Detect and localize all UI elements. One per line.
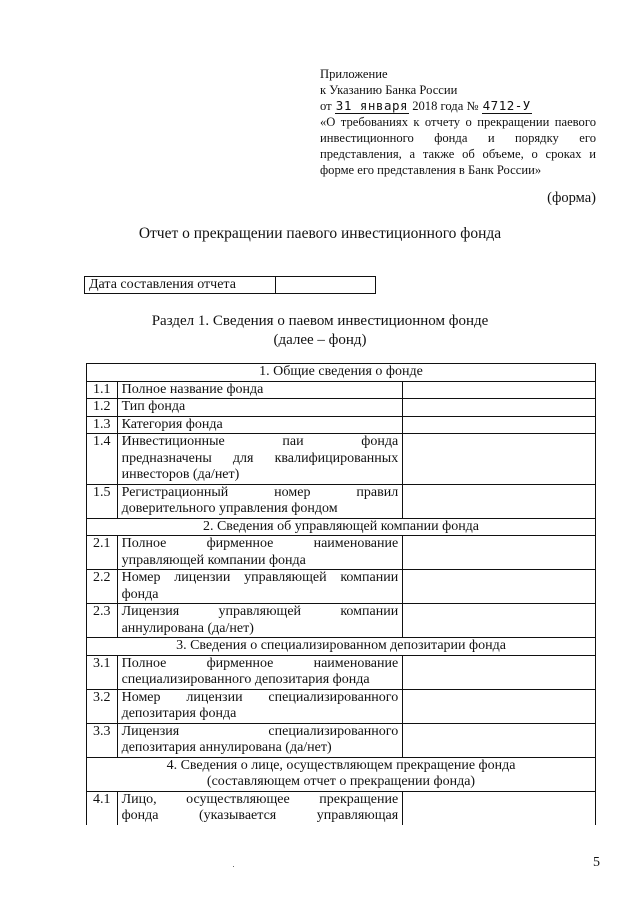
row-label: Инвестиционные паи фонда предназначены для квалифицированных инвесторов (да/нет)	[117, 434, 403, 485]
table-row	[87, 791, 596, 825]
row-number: 2.1	[87, 536, 118, 570]
row-number: 3.3	[87, 723, 118, 757]
row-label: Лицензия управляющей компании аннулирована (да/нет)	[117, 604, 403, 638]
row-label: Лицензия специализированного депозитария аннулирована (да/нет)	[117, 723, 403, 757]
appendix-title: Приложение	[320, 67, 388, 81]
row-value-cell[interactable]	[403, 655, 596, 689]
table-row	[87, 381, 596, 399]
group-4-title: 4. Сведения о лице, осуществляющем прекращение фонда (составляющем отчет о прекращении фонда)	[87, 757, 596, 791]
table-row	[87, 689, 596, 723]
row-number: 1.1	[87, 381, 118, 399]
appendix-desc-4: форме его представления в Банк России»	[320, 163, 542, 177]
report-date-label: Дата составления отчета	[85, 277, 276, 294]
fund-info-table	[86, 363, 596, 825]
row-number: 2.3	[87, 604, 118, 638]
table-row	[87, 570, 596, 604]
appendix-desc-2: инвестиционного фонда и порядку его	[320, 131, 596, 145]
row-number: 1.3	[87, 416, 118, 434]
date-year: 2018 года №	[412, 99, 479, 113]
row-number: 1.4	[87, 434, 118, 485]
appendix-reference: к Указанию Банка России	[320, 83, 458, 97]
row-label: Тип фонда	[117, 399, 403, 417]
row-value-cell[interactable]	[403, 434, 596, 485]
row-value-cell[interactable]	[403, 536, 596, 570]
appendix-date-line	[320, 98, 596, 114]
row-number: 3.2	[87, 689, 118, 723]
page-number: 5	[593, 855, 600, 870]
row-number: 1.2	[87, 399, 118, 417]
form-label: (форма)	[547, 190, 596, 206]
row-number: 3.1	[87, 655, 118, 689]
table-row	[87, 399, 596, 417]
row-label: Полное название фонда	[117, 381, 403, 399]
report-date-box	[84, 276, 376, 294]
group-3-title: 3. Сведения о специализированном депозитарии фонда	[87, 638, 596, 656]
row-value-cell[interactable]	[403, 570, 596, 604]
row-value-cell[interactable]	[403, 416, 596, 434]
section-heading	[0, 312, 640, 350]
handwritten-date: 31 января	[335, 98, 409, 113]
row-value-cell[interactable]	[403, 381, 596, 399]
scan-speck	[233, 866, 234, 867]
group-1-title: 1. Общие сведения о фонде	[87, 364, 596, 382]
report-title: Отчет о прекращении паевого инвестиционного фонда	[138, 225, 502, 242]
row-label: Номер лицензии специализированного депозитария фонда	[117, 689, 403, 723]
date-prefix: от	[320, 99, 332, 113]
row-number: 4.1	[87, 791, 118, 825]
table-row	[87, 434, 596, 485]
row-label: Регистрационный номер правил доверительного управления фондом	[117, 484, 403, 518]
table-row	[87, 416, 596, 434]
table-row	[87, 536, 596, 570]
row-number: 1.5	[87, 484, 118, 518]
table-row	[87, 723, 596, 757]
table-row	[87, 484, 596, 518]
report-date-field[interactable]	[276, 277, 376, 294]
group-2-title: 2. Сведения об управляющей компании фонда	[87, 518, 596, 536]
appendix-desc-1: «О требованиях к отчету о прекращении паевого	[320, 115, 596, 129]
appendix-block	[320, 66, 596, 178]
row-value-cell[interactable]	[403, 604, 596, 638]
handwritten-number: 4712-У	[482, 98, 531, 113]
table-row	[87, 604, 596, 638]
section-heading-line1: Раздел 1. Сведения о паевом инвестиционном фонде	[151, 313, 489, 329]
row-value-cell[interactable]	[403, 689, 596, 723]
row-label: Полное фирменное наименование специализированного депозитария фонда	[117, 655, 403, 689]
row-label: Категория фонда	[117, 416, 403, 434]
row-label: Лицо, осуществляющее прекращение фонда (указывается управляющая	[117, 791, 403, 825]
row-value-cell[interactable]	[403, 723, 596, 757]
row-number: 2.2	[87, 570, 118, 604]
appendix-desc-3: представления, а также об объеме, о сроках и	[320, 147, 596, 161]
table-row	[87, 655, 596, 689]
row-label: Полное фирменное наименование управляющей компании фонда	[117, 536, 403, 570]
row-value-cell[interactable]	[403, 484, 596, 518]
section-heading-line2: (далее – фонд)	[273, 332, 367, 348]
row-value-cell[interactable]	[403, 399, 596, 417]
row-value-cell[interactable]	[403, 791, 596, 825]
row-label: Номер лицензии управляющей компании фонда	[117, 570, 403, 604]
